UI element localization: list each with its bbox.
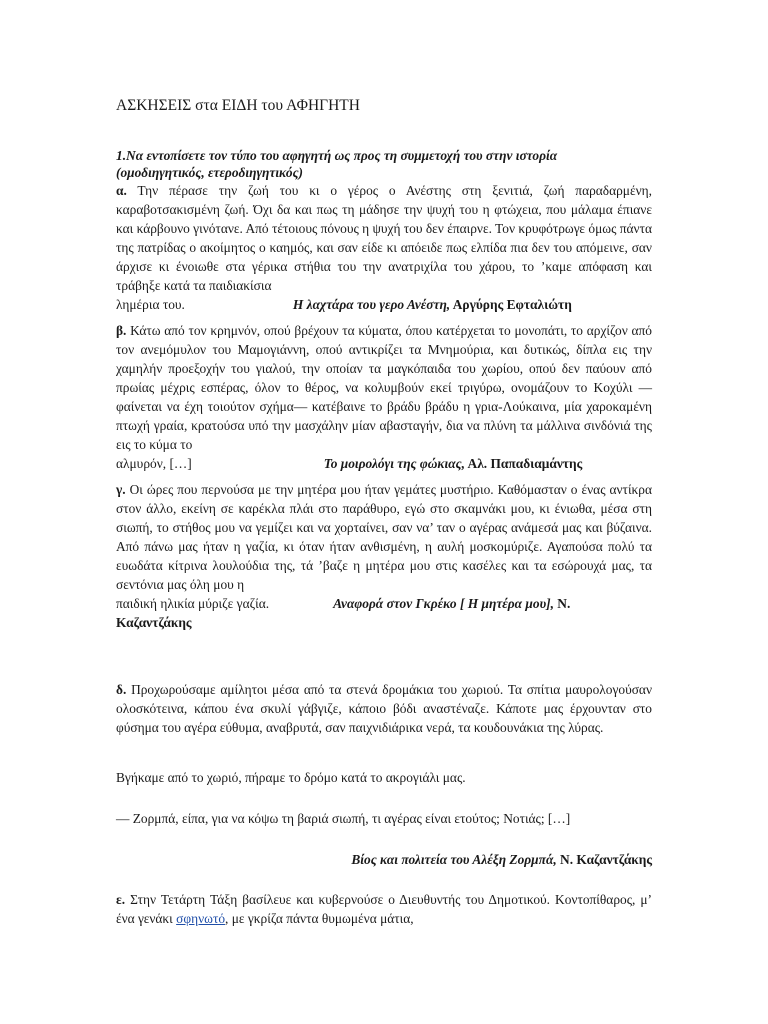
excerpt-d-source — [116, 850, 652, 869]
excerpt-c-source-title: Αναφορά στον Γκρέκο [ Η μητέρα μου], — [333, 596, 554, 611]
excerpt-d — [116, 680, 652, 737]
question-text: 1.Να εντοπίσετε τον τύπο του αφηγητή ως προς τη συμμετοχή του στην ιστορία — [116, 148, 558, 163]
excerpt-c-label: γ. — [116, 482, 126, 497]
excerpt-e-text-after: , με γκρίζα πάντα θυμωμένα μάτια, — [225, 911, 414, 926]
page-title: ΑΣΚΗΣΕΙΣ στα ΕΙΔΗ του ΑΦΗΓΗΤΗ — [116, 97, 360, 114]
excerpt-d-text: Προχωρούσαμε αμίλητοι μέσα από τα στενά δρομάκια του χωριού. Τα σπίτια μαυρολογούσαν ολοσκότεινα, κάπου ένα σκυλί γάβγιζε, κάποιο βόδι αναστέναζε. Κάποτε μας έρχουνταν στο φύσημα του αγέρα εύθυμα, αναβρυτά, σαν παιχνιδιάρικα νερά, τα κουδουνάκια της λύρας. — [116, 682, 652, 735]
excerpt-e-text: Στην Τετάρτη Τάξη βασίλευε και κυβερνούσε ο Διευθυντής του Δημοτικού. Κοντοπίθαρος, μ’ ένα γενάκι — [116, 892, 652, 926]
excerpt-a-last-line — [116, 295, 652, 314]
excerpt-c-source-author: Ν. — [553, 596, 571, 611]
excerpt-d-para3 — [116, 809, 652, 828]
excerpt-b-last-text: αλμυρόν, […] — [116, 456, 192, 471]
excerpt-b-last-line — [116, 454, 652, 473]
excerpt-a-text: Την πέρασε την ζωή του κι ο γέρος ο Ανέστης στη ξενιτιά, ζωή παραδαρμένη, καραβοτσακισμένη ζωή. Όχι δα και πως τη μάδησε την ψυχή του η φτώχεια, που μάλαμα έπιανε και κάρβουνο γινότανε. Από τέτοιους πόνους η ψυχή του δεν έπαιρνε. Τον κρυφότρωγε όμως πάντα της πατρίδας ο ακοίμητος ο καημός, και σαν είδε κι απόειδε πως ελπίδα πια δεν του απόμεινε, σαν άρχισε κι ένοιωθε στα γέρικα στήθια του την ανατριχίλα του χάρου, το ’καμε απόφαση και τράβηξε κατά τα παιδιακίσια — [116, 183, 652, 293]
excerpt-a-source-title: Η λαχτάρα του γερο Ανέστη, — [292, 297, 451, 312]
excerpt-c-source-author-cont: Καζαντζάκης — [116, 615, 192, 630]
excerpt-b-text: Κάτω από τον κρημνόν, οπού βρέχουν τα κύματα, όπου κατέρχεται το μονοπάτι, το αρχίζον από τον ανεμόμυλον του Μαμογιάννη, οπού αντικρίζει τα Μνημούρια, και δυτικώς, δίπλα εις την χαμηλήν προεξοχήν του γιαλού, την οποίαν τα μαγκόπαιδα του χωρίου, οπού δεν παύουν από πρωίας μέχρις εσπέρας, όλον το θέρος, να κολυμβούν εκεί τριγύρω, ονομάζουν το Κοχύλι —φαίνεται να έχη τοιούτον σχήμα— κατέβαινε το βράδυ βράδυ η γρια-Λούκαινα, μία χαροκαμένη πτωχή γραία, κρατούσα υπό την μασχάλην μίαν αβασταγήν, δια να πλύνη τα μάλλινα σινδόνιά της εις το κύμα το — [116, 323, 652, 452]
excerpt-d-para2-text: Βγήκαμε από το χωριό, πήραμε το δρόμο κατά το ακρογιάλι μας. — [116, 770, 466, 785]
excerpt-e-link[interactable]: σφηνωτό — [176, 911, 226, 926]
excerpt-c-text: Οι ώρες που περνούσα με την μητέρα μου ήταν γεμάτες μυστήριο. Καθόμασταν ο ένας αντίκρα στον άλλο, εκείνη σε καρέκλα πλάι στο παράθυρο, εγώ στο σκαμνάκι μου, κι ένιωθα, μέσα στη σιωπή, το στήθος μου να γεμίζει και να χορταίνει, σαν να’ ταν ο αγέρας ανάμεσά μας και βύζαινα. Από πάνω μας ήταν η γαζία, κι όταν ήταν ανθισμένη, η αυλή μοσκομύριζε. Αγαπούσα πολύ τα ευωδάτα κίτρινα λουλούδια της, τά ’βαζε η μητέρα μου στις κασέλες και τα εσώρουχά μας, τα σεντόνια μας όλη μου η — [116, 482, 652, 592]
excerpt-a-last-text: λημέρια του. — [116, 297, 185, 312]
excerpt-a-label: α. — [116, 183, 127, 198]
excerpt-b-source-author: Αλ. Παπαδιαμάντης — [464, 456, 583, 471]
question-subheading-block — [116, 163, 652, 182]
excerpt-d-source-title: Βίος και πολιτεία του Αλέξη Ζορμπά, — [351, 852, 557, 867]
excerpt-b-source-title: Το μοιρολόγι της φώκιας, — [323, 456, 465, 471]
excerpt-e — [116, 890, 652, 928]
excerpt-c-last-text: παιδική ηλικία μύριζε γαζία. — [116, 596, 270, 611]
excerpt-d-source-author: Ν. Καζαντζάκης — [556, 852, 652, 867]
excerpt-b — [116, 321, 652, 473]
excerpt-e-label: ε. — [116, 892, 126, 907]
excerpt-c-last-line — [116, 594, 652, 613]
excerpt-a-source-author: Αργύρης Εφταλιώτη — [450, 297, 572, 312]
excerpt-c — [116, 480, 652, 632]
excerpt-d-attribution — [116, 850, 652, 869]
excerpt-d-para3-text: — Ζορμπά, είπα, για να κόψω τη βαριά σιωπή, τι αγέρας είναι ετούτος; Νοτιάς; […] — [116, 811, 571, 826]
excerpt-d-para2 — [116, 768, 652, 787]
excerpt-d-label: δ. — [116, 682, 127, 697]
question-subheading: (ομοδιηγητικός, ετεροδιηγητικός) — [116, 165, 304, 180]
excerpt-a — [116, 181, 652, 314]
excerpt-b-label: β. — [116, 323, 127, 338]
